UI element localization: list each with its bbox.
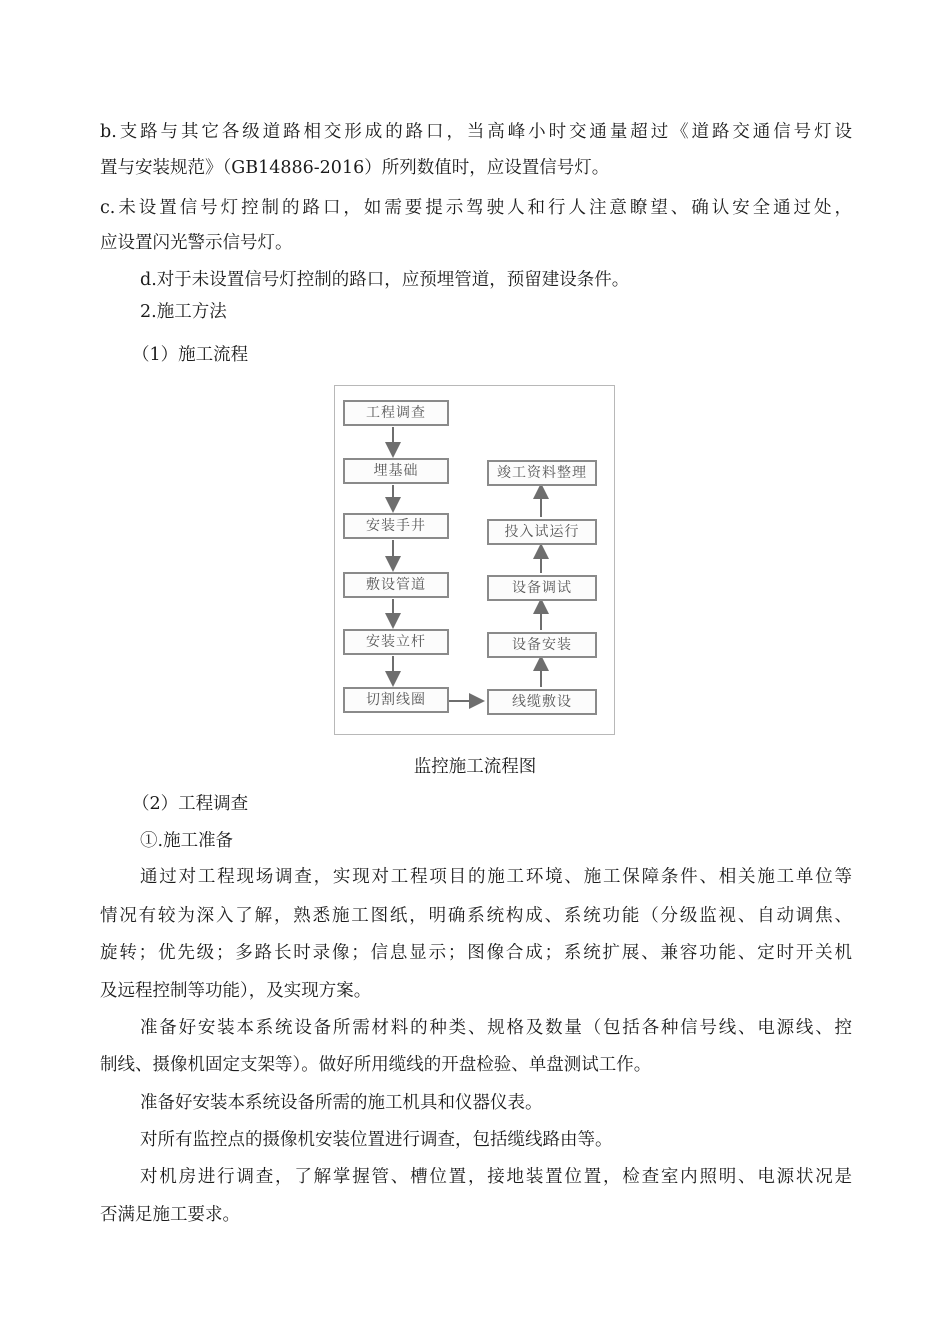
para-3-line-1: 准备好安装本系统设备所需的施工机具和仪器仪表。 — [140, 1093, 543, 1113]
para-1-line-2: 情况有较为深入了解，熟悉施工图纸，明确系统构成、系统功能（分级监视、自动调焦、 — [100, 906, 852, 926]
flow-node-handwell: 安装手井 — [343, 513, 449, 539]
para-b-line-2: 置与安装规范》（GB14886-2016）所列数值时，应设置信号灯。 — [100, 158, 610, 178]
flowchart-arrows — [335, 386, 616, 736]
flow-node-debug: 设备调试 — [487, 575, 597, 601]
item-heading-1: ①.施工准备 — [140, 831, 234, 851]
para-4-line-1: 对所有监控点的摄像机安装位置进行调查，包括缆线路由等。 — [140, 1130, 613, 1150]
flow-node-pole: 安装立杆 — [343, 629, 449, 655]
para-1-line-4: 及远程控制等功能），及实现方案。 — [100, 981, 372, 1001]
flow-node-cable: 线缆敷设 — [487, 689, 597, 715]
flow-node-foundation: 埋基础 — [343, 458, 449, 484]
flow-node-pipe: 敷设管道 — [343, 572, 449, 598]
para-5-line-2: 否满足施工要求。 — [100, 1205, 240, 1225]
flow-node-trial-run: 投入试运行 — [487, 519, 597, 545]
para-d-line-1: d.对于未设置信号灯控制的路口，应预埋管道，预留建设条件。 — [140, 270, 630, 290]
figure-caption: 监控施工流程图 — [413, 757, 537, 777]
para-2-line-1: 准备好安装本系统设备所需材料的种类、规格及数量（包括各种信号线、电源线、控 — [140, 1018, 852, 1038]
para-2-line-2: 制线、摄像机固定支架等）。做好所用缆线的开盘检验、单盘测试工作。 — [100, 1055, 652, 1075]
para-c-line-2: 应设置闪光警示信号灯。 — [100, 233, 293, 253]
flow-node-survey: 工程调查 — [343, 400, 449, 426]
flowchart-figure — [334, 385, 615, 735]
para-b-line-1: b.支路与其它各级道路相交形成的路口，当高峰小时交通量超过《道路交通信号灯设 — [100, 122, 852, 142]
flow-node-equip-install: 设备安装 — [487, 632, 597, 658]
para-1-line-1: 通过对工程现场调查，实现对工程项目的施工环境、施工保障条件、相关施工单位等 — [140, 867, 852, 887]
para-1-line-3: 旋转；优先级；多路长时录像；信息显示；图像合成；系统扩展、兼容功能、定时开关机 — [100, 943, 852, 963]
section-heading-2: 2.施工方法 — [140, 302, 227, 322]
para-c-line-1: c.未设置信号灯控制的路口，如需要提示驾驶人和行人注意瞭望、确认安全通过处， — [100, 198, 852, 218]
flow-node-archive: 竣工资料整理 — [487, 460, 597, 486]
subheading-1: （1）施工流程 — [132, 345, 249, 365]
para-5-line-1: 对机房进行调查，了解掌握管、槽位置，接地装置位置，检查室内照明、电源状况是 — [140, 1167, 852, 1187]
flow-node-coil: 切割线圈 — [343, 687, 449, 713]
subheading-2: （2）工程调查 — [132, 794, 249, 814]
